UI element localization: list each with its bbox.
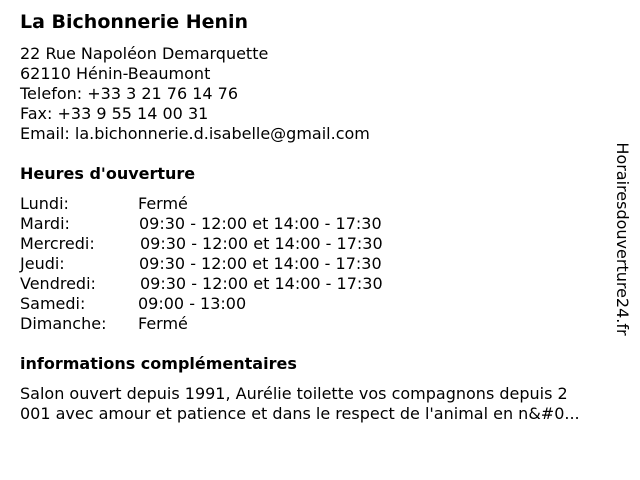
address-street: 22 Rue Napoléon Demarquette (20, 44, 269, 63)
additional-info-heading: informations complémentaires (20, 354, 297, 373)
info-line: 001 avec amour et patience et dans le respect de l'animal en n&#0... (20, 404, 580, 423)
day-label: Dimanche: (20, 314, 107, 333)
day-hours: 09:30 - 12:00 et 14:00 - 17:30 (140, 234, 383, 253)
watermark-text: Horairesdouverture24.fr (613, 142, 632, 336)
info-line: Salon ouvert depuis 1991, Aurélie toilette vos compagnons depuis 2 (20, 384, 568, 403)
day-label: Mardi: (20, 214, 70, 233)
day-hours: 09:30 - 12:00 et 14:00 - 17:30 (140, 274, 383, 293)
email: Email: la.bichonnerie.d.isabelle@gmail.com (20, 124, 370, 143)
day-hours: 09:30 - 12:00 et 14:00 - 17:30 (139, 214, 382, 233)
fax: Fax: +33 9 55 14 00 31 (20, 104, 209, 123)
telephone: Telefon: +33 3 21 76 14 76 (20, 84, 239, 103)
day-label: Vendredi: (20, 274, 96, 293)
day-label: Mercredi: (20, 234, 95, 253)
additional-info-text (20, 384, 580, 424)
day-label: Jeudi: (20, 254, 65, 273)
site-watermark (612, 134, 632, 345)
day-hours: 09:30 - 12:00 et 14:00 - 17:30 (139, 254, 382, 273)
opening-hours-heading: Heures d'ouverture (20, 164, 196, 183)
address-city: 62110 Hénin-Beaumont (20, 64, 211, 83)
day-label: Samedi: (20, 294, 86, 313)
business-name: La Bichonnerie Henin (20, 11, 249, 33)
day-label: Lundi: (20, 194, 69, 213)
day-hours: Fermé (138, 314, 188, 333)
day-hours: 09:00 - 13:00 (138, 294, 247, 313)
contact-block (20, 44, 370, 144)
day-hours: Fermé (138, 194, 188, 213)
